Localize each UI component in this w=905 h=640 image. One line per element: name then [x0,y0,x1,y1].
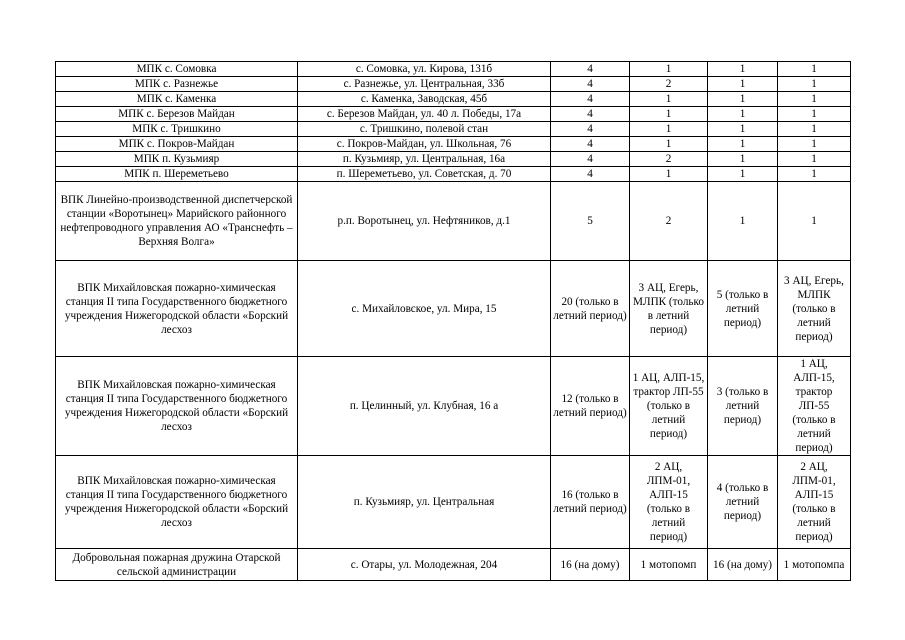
cell-c3: 4 [551,122,630,137]
cell-c5: 1 [708,167,778,182]
cell-c4: 2 АЦ, ЛПМ-01, АЛП-15 (только в летний период) [630,456,708,549]
table-row [56,122,851,137]
cell-c3: 4 [551,77,630,92]
cell-c5: 1 [708,122,778,137]
cell-c4: 1 [630,137,708,152]
cell-c5: 1 [708,77,778,92]
cell-c6: 1 [778,152,851,167]
cell-c3: 4 [551,62,630,77]
cell-c4: 1 [630,122,708,137]
cell-c4: 2 [630,182,708,261]
cell-address: п. Целинный, ул. Клубная, 16 а [298,357,551,456]
table-row [56,182,851,261]
cell-name: МПК с. Разнежье [56,77,298,92]
table-row [56,152,851,167]
table-row [56,357,851,456]
cell-c4: 3 АЦ, Егерь, МЛПК (только в летний период) [630,261,708,357]
cell-c6: 1 [778,77,851,92]
cell-c3: 20 (только в летний период) [551,261,630,357]
cell-c3: 12 (только в летний период) [551,357,630,456]
cell-address: п. Кузьмияр, ул. Центральная, 16а [298,152,551,167]
cell-name: ВПК Михайловская пожарно-химическая станция II типа Государственного бюджетного учреждения Нижегородской области «Борский лесхоз [56,261,298,357]
table-row [56,92,851,107]
cell-c6: 1 [778,137,851,152]
cell-c5: 5 (только в летний период) [708,261,778,357]
cell-c4: 2 [630,77,708,92]
cell-address: с. Каменка, Заводская, 45б [298,92,551,107]
cell-c3: 4 [551,92,630,107]
table-row [56,137,851,152]
cell-c3: 16 (на дому) [551,549,630,581]
cell-c3: 4 [551,152,630,167]
cell-name: ВПК Михайловская пожарно-химическая станция II типа Государственного бюджетного учреждения Нижегородской области «Борский лесхоз [56,357,298,456]
cell-address: с. Михайловское, ул. Мира, 15 [298,261,551,357]
fire-units-table [55,61,851,581]
cell-c5: 1 [708,137,778,152]
cell-c6: 1 [778,122,851,137]
cell-address: с. Тришкино, полевой стан [298,122,551,137]
cell-c6: 2 АЦ, ЛПМ-01, АЛП-15 (только в летний период) [778,456,851,549]
cell-c5: 1 [708,182,778,261]
cell-address: с. Березов Майдан, ул. 40 л. Победы, 17а [298,107,551,122]
cell-address: с. Сомовка, ул. Кирова, 131б [298,62,551,77]
cell-c4: 2 [630,152,708,167]
table-row [56,167,851,182]
cell-address: п. Кузьмияр, ул. Центральная [298,456,551,549]
table-row [56,261,851,357]
cell-c5: 1 [708,92,778,107]
cell-c6: 3 АЦ, Егерь, МЛПК (только в летний период) [778,261,851,357]
table-row [56,62,851,77]
cell-c4: 1 [630,62,708,77]
cell-name: МПК с. Тришкино [56,122,298,137]
cell-name: МПК п. Шереметьево [56,167,298,182]
cell-address: п. Шереметьево, ул. Советская, д. 70 [298,167,551,182]
cell-c5: 4 (только в летний период) [708,456,778,549]
cell-name: ВПК Михайловская пожарно-химическая станция II типа Государственного бюджетного учреждения Нижегородской области «Борский лесхоз [56,456,298,549]
cell-c6: 1 АЦ, АЛП-15, трактор ЛП-55 (только в летний период) [778,357,851,456]
cell-c4: 1 [630,167,708,182]
cell-c5: 1 [708,152,778,167]
table-row [56,107,851,122]
cell-name: МПК п. Кузьмияр [56,152,298,167]
cell-c6: 1 [778,92,851,107]
cell-c4: 1 мотопомп [630,549,708,581]
cell-name: МПК с. Покров-Майдан [56,137,298,152]
cell-c6: 1 [778,167,851,182]
cell-c3: 4 [551,107,630,122]
cell-c5: 1 [708,62,778,77]
cell-c6: 1 [778,62,851,77]
cell-name: Добровольная пожарная дружина Отарской сельской администрации [56,549,298,581]
cell-c6: 1 [778,107,851,122]
cell-c6: 1 [778,182,851,261]
cell-c3: 4 [551,167,630,182]
cell-c5: 16 (на дому) [708,549,778,581]
cell-name: МПК с. Сомовка [56,62,298,77]
table-row [56,456,851,549]
cell-c5: 3 (только в летний период) [708,357,778,456]
cell-c3: 4 [551,137,630,152]
cell-c6: 1 мотопомпа [778,549,851,581]
cell-address: с. Отары, ул. Молодежная, 204 [298,549,551,581]
cell-name: ВПК Линейно-производственной диспетчерской станции «Воротынец» Марийского районного нефтепроводного управления АО «Транснефть – Верхняя Волга» [56,182,298,261]
cell-address: с. Разнежье, ул. Центральная, 33б [298,77,551,92]
cell-c4: 1 [630,92,708,107]
cell-address: р.п. Воротынец, ул. Нефтяников, д.1 [298,182,551,261]
cell-c4: 1 [630,107,708,122]
table-body [56,62,851,581]
cell-c3: 16 (только в летний период) [551,456,630,549]
cell-c4: 1 АЦ, АЛП-15, трактор ЛП-55 (только в летний период) [630,357,708,456]
cell-name: МПК с. Березов Майдан [56,107,298,122]
cell-c3: 5 [551,182,630,261]
table-row [56,77,851,92]
cell-address: с. Покров-Майдан, ул. Школьная, 76 [298,137,551,152]
table-row [56,549,851,581]
cell-name: МПК с. Каменка [56,92,298,107]
cell-c5: 1 [708,107,778,122]
